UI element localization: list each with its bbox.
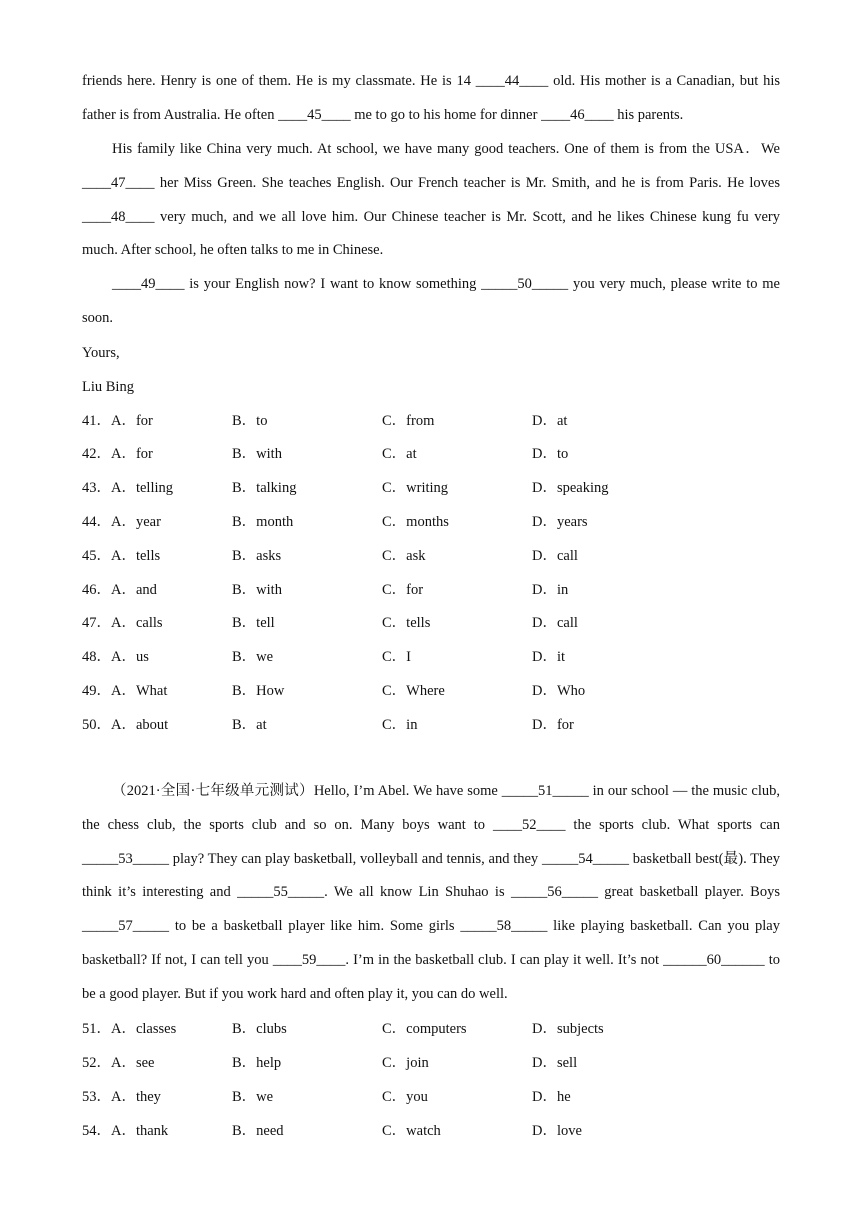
passage1-paragraph-2: His family like China very much. At school, we have many good teachers. One of them is from the USA．We ____47____ her Miss Green. She teaches English. Our French teacher is Mr. Smith, and he is from Paris. He loves ____48____ very much, and we all love him. Our Chinese teacher is Mr. Scott, and he likes Chinese kung fu very much. After school, he often talks to me in Chinese. <box>82 141 780 259</box>
option-b: B．tell <box>232 615 275 631</box>
option-a: 46．A．and <box>82 582 157 598</box>
option-c: C．watch <box>382 1123 441 1139</box>
option-c: C．months <box>382 514 449 530</box>
option-b: B．month <box>232 514 294 530</box>
question-row <box>82 512 782 532</box>
option-c: C．ask <box>382 548 426 564</box>
question-row <box>82 411 782 431</box>
option-d: D．years <box>532 514 588 530</box>
option-c: C．you <box>382 1089 428 1105</box>
option-a: 53．A．they <box>82 1089 161 1105</box>
option-a: 42．A．for <box>82 446 153 462</box>
question-row <box>82 681 782 701</box>
option-b: B．with <box>232 446 282 462</box>
option-d: D．it <box>532 649 566 665</box>
question-row <box>82 546 782 566</box>
question-row <box>82 1121 782 1141</box>
option-c: C．I <box>382 649 411 665</box>
option-c: C．writing <box>382 480 449 496</box>
option-b: B．How <box>232 683 285 699</box>
option-d: D．love <box>532 1123 582 1139</box>
option-d: D．in <box>532 582 569 598</box>
question-row <box>82 647 782 667</box>
option-d: D．Who <box>532 683 586 699</box>
option-a: 47．A．calls <box>82 615 163 631</box>
letter-signature: Liu Bing <box>82 379 134 395</box>
passage1-paragraph-1: friends here. Henry is one of them. He is my classmate. He is 14 ____44____ old. His mother is a Canadian, but his father is from Australia. He often ____45____ me to go to his home for dinner ____46____ his parents. <box>82 73 780 123</box>
question-row <box>82 715 782 735</box>
option-a: 54．A．thank <box>82 1123 169 1139</box>
option-a: 52．A．see <box>82 1055 155 1071</box>
option-b: B．we <box>232 1089 274 1105</box>
passage1-paragraph-3: ____49____ is your English now? I want to know something _____50_____ you very much, please write to me soon. <box>82 276 780 326</box>
option-a: 50．A．about <box>82 717 169 733</box>
question-row <box>82 613 782 633</box>
option-b: B．to <box>232 413 268 429</box>
option-a: 45．A．tells <box>82 548 161 564</box>
option-a: 49．A．What <box>82 683 168 699</box>
option-b: B．at <box>232 717 267 733</box>
option-b: B．we <box>232 649 274 665</box>
question-row <box>82 444 782 464</box>
option-c: C．computers <box>382 1021 467 1037</box>
option-d: D．speaking <box>532 480 609 496</box>
option-d: D．call <box>532 548 578 564</box>
option-a: 48．A．us <box>82 649 149 665</box>
option-d: D．to <box>532 446 569 462</box>
option-b: B．help <box>232 1055 282 1071</box>
option-b: B．asks <box>232 548 282 564</box>
option-a: 51．A．classes <box>82 1021 177 1037</box>
option-b: B．clubs <box>232 1021 287 1037</box>
option-d: D．sell <box>532 1055 578 1071</box>
option-a: 43．A．telling <box>82 480 174 496</box>
question-row <box>82 1019 782 1039</box>
option-d: D．subjects <box>532 1021 604 1037</box>
option-b: B．need <box>232 1123 284 1139</box>
option-d: D．he <box>532 1089 571 1105</box>
option-b: B．with <box>232 582 282 598</box>
option-d: D．at <box>532 413 568 429</box>
option-a: 41．A．for <box>82 413 153 429</box>
option-c: C．Where <box>382 683 445 699</box>
question-row <box>82 580 782 600</box>
question-row <box>82 478 782 498</box>
option-d: D．call <box>532 615 578 631</box>
option-c: C．tells <box>382 615 431 631</box>
option-a: 44．A．year <box>82 514 161 530</box>
question-row <box>82 1087 782 1107</box>
option-c: C．join <box>382 1055 429 1071</box>
option-c: C．at <box>382 446 417 462</box>
option-c: C．for <box>382 582 424 598</box>
option-c: C．from <box>382 413 435 429</box>
passage2-paragraph-1: （2021·全国·七年级单元测试）Hello, I’m Abel. We have some _____51_____ in our school — the music club, the chess club, the sports club and so on. Many boys want to ____52____ the sports club. What sports can _____53_____ play? They can play basketball, volleyball and tennis, and they _____54_____ basketball best(最). They think it’s interesting and _____55_____. We all know Lin Shuhao is _____56_____ great basketball player. Boys _____57_____ to be a basketball player like him. Some girls _____58_____ like playing basketball. Can you play basketball? If not, I can tell you ____59____. I’m in the basketball club. I can play it well. It’s not ______60______ to be a good player. But if you work hard and often play it, you can do well. <box>82 783 780 1002</box>
option-b: B．talking <box>232 480 297 496</box>
letter-closing: Yours, <box>82 345 120 361</box>
option-d: D．for <box>532 717 574 733</box>
option-c: C．in <box>382 717 418 733</box>
question-row <box>82 1053 782 1073</box>
